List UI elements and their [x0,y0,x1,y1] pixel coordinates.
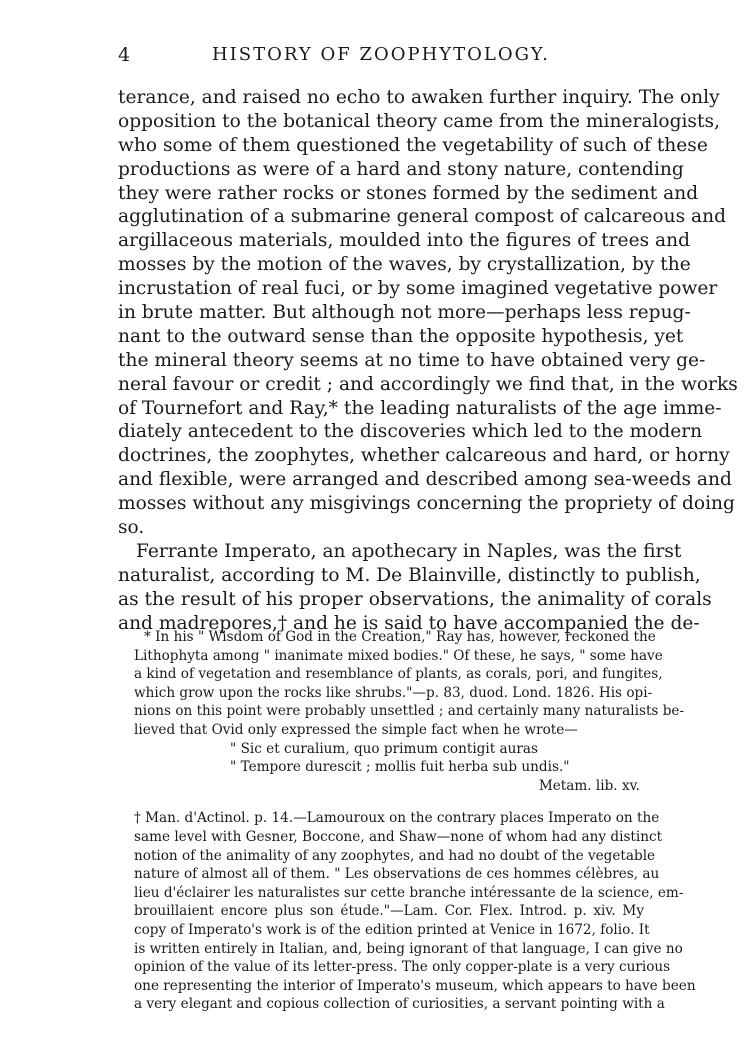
footnote-line: notion of the animality of any zoophytes, and had no doubt of the vegetable [134,847,656,864]
body-line: so. [118,517,145,539]
body-line: Ferrante Imperato, an apothecary in Naples, was the first [136,540,682,562]
body-line: productions as were of a hard and stony nature, contending [118,158,684,180]
footnote-line: is written entirely in Italian, and, being ignorant of that language, I can give no [134,940,683,957]
footnote-line: a kind of vegetation and resemblance of plants, as corals, pori, and fungites, [134,666,663,683]
footnote-line: nature of almost all of them. " Les observations de ces hommes célèbres, au [134,866,660,883]
body-line: neral favour or credit ; and accordingly we find that, in the works [118,373,738,395]
footnote-line: lieu d'éclairer les naturalistes sur cette branche intéressante de la science, em- [134,884,684,901]
footnote-line: nions on this point were probably unsettled ; and certainly many naturalists be- [134,703,685,720]
body-line: diately antecedent to the discoveries which led to the modern [118,421,703,443]
body-line: doctrines, the zoophytes, whether calcareous and hard, or horny [118,445,730,467]
running-header [118,44,644,74]
footnote-gap [134,795,644,809]
verse-line: " Sic et curalium, quo primum contigit auras [230,740,538,757]
body-line: who some of them questioned the vegetability of such of these [118,134,708,156]
body-line: incrustation of real fuci, or by some imagined vegetative power [118,278,718,300]
body-line: and madrepores,† and he is said to have accompanied the de- [118,612,700,634]
body-line: agglutination of a submarine general compost of calcareous and [118,206,727,228]
footnote-line: one representing the interior of Imperato's museum, which appears to have been [134,977,696,994]
verse-source: Metam. lib. xv. [538,777,640,794]
footnotes [134,628,696,1014]
body-line: and flexible, were arranged and described among sea-weeds and [118,469,732,491]
body-text [118,86,738,635]
verse-line: " Tempore durescit ; mollis fuit herba sub undis." [230,759,570,776]
footnote-line: lieved that Ovid only expressed the simple fact when he wrote— [134,721,578,738]
footnote-line: same level with Gesner, Boccone, and Shaw—none of whom had any distinct [134,828,663,845]
footnote-line: brouillaient encore plus son étude."—Lam. Cor. Flex. Introd. p. xiv. My [134,903,644,920]
body-line: as the result of his proper observations, the animality of corals [118,588,712,610]
body-line: of Tournefort and Ray,* the leading naturalists of the age imme- [118,397,722,419]
body-line: opposition to the botanical theory came from the mineralogists, [118,110,720,132]
body-line: terance, and raised no echo to awaken further inquiry. The only [118,87,720,108]
body-line: nant to the outward sense than the opposite hypothesis, yet [118,325,684,347]
footnote-line: which grow upon the rocks like shrubs."—p. 83, duod. Lond. 1826. His opi- [134,684,653,701]
running-title: HISTORY OF ZOOPHYTOLOGY. [211,44,550,65]
footnote-line: copy of Imperato's work is of the edition printed at Venice in 1672, folio. It [134,921,650,938]
body-line: mosses by the motion of the waves, by crystallization, by the [118,254,691,276]
footnote-line: * In his " Wisdom of God in the Creation," Ray has, however, reckoned the [144,629,656,645]
body-line: argillaceous materials, moulded into the figures of trees and [118,230,690,252]
body-line: naturalist, according to M. De Blainville, distinctly to publish, [118,564,701,586]
footnote-line: † Man. d'Actinol. p. 14.—Lamouroux on the contrary places Imperato on the [134,810,660,827]
body-line: they were rather rocks or stones formed by the sediment and [118,182,699,204]
page-number: 4 [118,44,131,66]
body-line: the mineral theory seems at no time to have obtained very ge- [118,349,706,371]
body-line: in brute matter. But although not more—perhaps less repug- [118,302,691,324]
footnote-line: opinion of the value of its letter-press. The only copper-plate is a very curious [134,959,671,976]
body-line: mosses without any misgivings concerning the propriety of doing [118,493,735,515]
footnote-line: Lithophyta among " inanimate mixed bodies." Of these, he says, " some have [134,647,663,664]
footnote-line: a very elegant and copious collection of curiosities, a servant pointing with a [134,996,665,1013]
